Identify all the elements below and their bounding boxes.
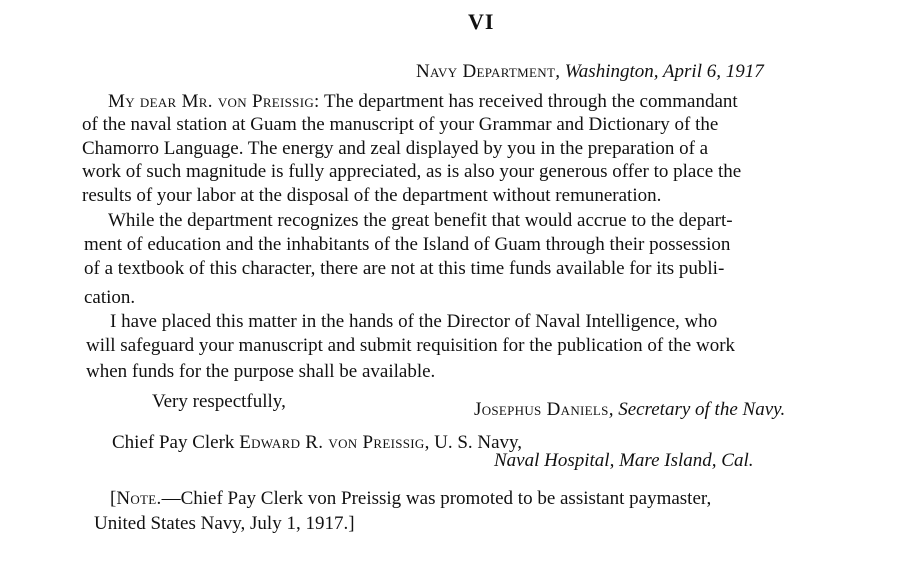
paragraph-1-line: work of such magnitude is fully appreciated, as is also your generous offer to place the [82,161,742,182]
salutation: My dear Mr. von Preissig: [108,91,320,112]
addressee-suffix: , U. S. Navy, [424,432,523,453]
paragraph-1-line: of the naval station at Guam the manuscript of your Grammar and Dictionary of the [82,114,719,135]
note-label: Note. [116,488,162,509]
paragraph-3-line: will safeguard your manuscript and submit requisition for the publication of the work [86,335,736,356]
signature-title: , Secretary of the Navy. [608,399,786,420]
addressee [112,431,522,454]
signature [474,398,785,421]
note-open-bracket: [ [110,488,117,509]
note-line [110,487,711,510]
addressee-name: Edward R. von Preissig [239,432,425,453]
paragraph-1-line: results of your labor at the disposal of the department without remuneration. [82,185,662,206]
paragraph-2-line: While the department recognizes the great benefit that would accrue to the depart- [108,210,733,231]
letterhead [416,60,764,83]
note-text: —Chief Pay Clerk von Preissig was promoted to be assistant paymaster, [161,488,712,509]
addressee-location: Naval Hospital, Mare Island, Cal. [494,450,754,471]
page-heading: VI [468,9,495,34]
paragraph-2-line: cation. [84,287,136,308]
addressee-prefix: Chief Pay Clerk [112,432,240,453]
signature-name: Josephus Daniels [474,399,609,420]
paragraph-1-line: Chamorro Language. The energy and zeal displayed by you in the preparation of a [82,138,709,159]
paragraph-2-line: ment of education and the inhabitants of the Island of Guam through their possession [84,234,731,255]
paragraph-3-line: when funds for the purpose shall be available. [86,361,436,382]
paragraph-3-line: I have placed this matter in the hands of the Director of Naval Intelligence, who [110,311,718,332]
letterhead-place-date: , Washington, April 6, 1917 [555,61,764,82]
paragraph-2-line: of a textbook of this character, there are not at this time funds available for its publi- [84,258,725,279]
salutation-line [108,90,738,113]
closing: Very respectfully, [152,391,286,412]
letterhead-dept: Navy Department [416,61,556,82]
paragraph-1-line: The department has received through the commandant [324,91,738,112]
note-line-2: United States Navy, July 1, 1917.] [94,513,355,534]
